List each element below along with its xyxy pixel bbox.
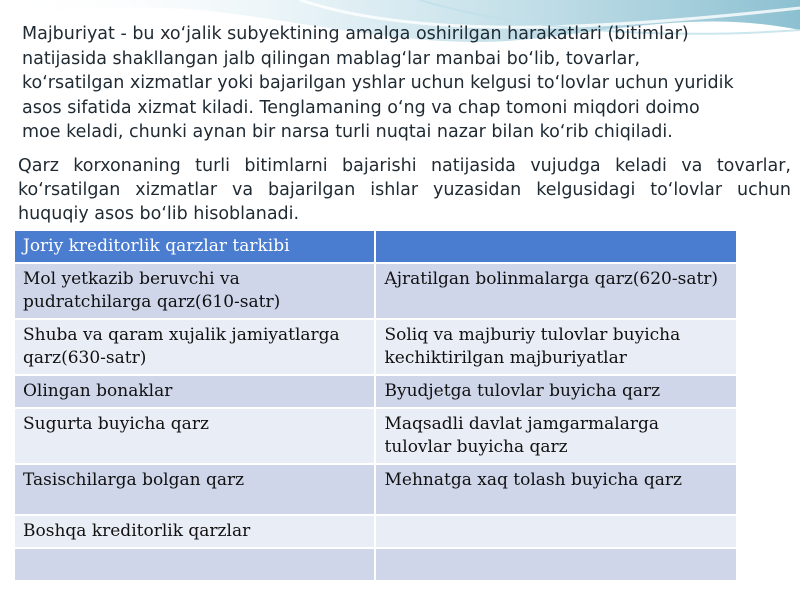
table-cell: Shuba va qaram xujalik jamiyatlarga qarz(630-satr): [15, 320, 374, 374]
table-header-cell: [376, 231, 736, 262]
liabilities-table: [13, 229, 738, 582]
table-row: [15, 264, 736, 318]
table-row: [15, 549, 736, 580]
table-row: [15, 409, 736, 463]
table-cell: Mol yetkazib beruvchi va pudratchilarga qarz(610-satr): [15, 264, 374, 318]
table-cell: Sugurta buyicha qarz: [15, 409, 374, 463]
table-cell: Boshqa kreditorlik qarzlar: [15, 516, 374, 547]
table-cell: Ajratilgan bolinmalarga qarz(620-satr): [376, 264, 736, 318]
paragraph-qarz: Qarz korxonaning turli bitimlarni bajarishi natijasida vujudga keladi va tovarlar, ko‘rsatilgan xizmatlar va bajarilgan ishlar yuzasidan kelgusidagi to‘lovlar uchun huquqiy asos bo‘lib hisoblanadi.: [18, 156, 791, 224]
table-row: [15, 376, 736, 407]
table-cell: [376, 516, 736, 547]
table-header-row: [15, 231, 736, 262]
table-cell: [376, 549, 736, 580]
table-cell: Maqsadli davlat jamgarmalarga tulovlar buyicha qarz: [376, 409, 736, 463]
table-row: [15, 320, 736, 374]
table-row: [15, 516, 736, 547]
table-header-cell: Joriy kreditorlik qarzlar tarkibi: [15, 231, 374, 262]
table-row: [15, 465, 736, 514]
table-cell: Olingan bonaklar: [15, 376, 374, 407]
table-cell: Mehnatga xaq tolash buyicha qarz: [376, 465, 736, 514]
table-cell: Byudjetga tulovlar buyicha qarz: [376, 376, 736, 407]
paragraph-majburiyat: Majburiyat - bu xo‘jalik subyektining amalga oshirilgan harakatlari (bitimlar) natijasida shakllangan jalb qilingan mablag‘lar manbai bo‘lib, tovarlar, ko‘rsatilgan xizmatlar yoki bajarilgan yshlar uchun kelgusi to‘lovlar uchun yuridik asos sifatida xizmat kiladi. Tenglamaning o‘ng va chap tomoni miqdori doimo moe keladi, chunki aynan bir narsa turli nuqtai nazar bilan ko‘rib chiqiladi.: [22, 24, 734, 142]
table-cell: [15, 549, 374, 580]
table-cell: Soliq va majburiy tulovlar buyicha kechiktirilgan majburiyatlar: [376, 320, 736, 374]
table-cell: Tasischilarga bolgan qarz: [15, 465, 374, 514]
